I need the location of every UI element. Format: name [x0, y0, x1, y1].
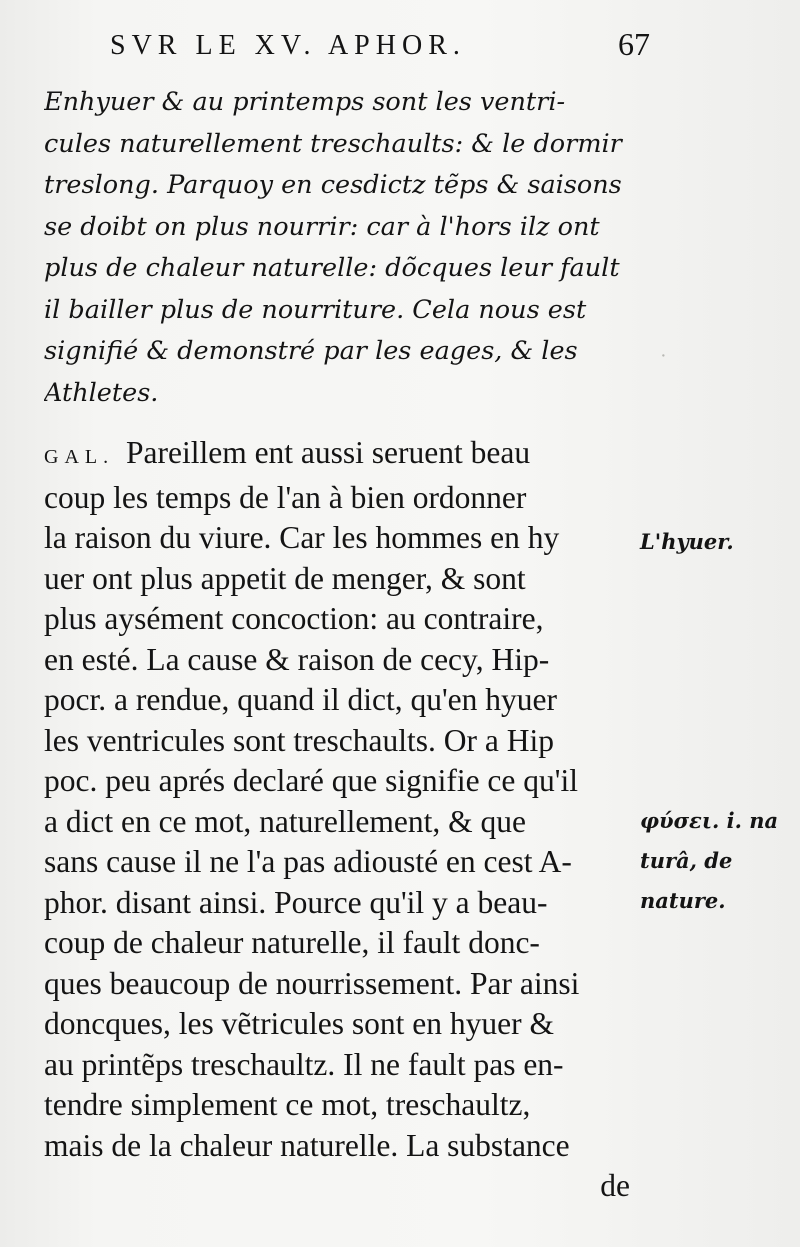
catchword: de	[600, 1168, 630, 1203]
commentary-line: coup les temps de l'an à bien ordonner	[44, 479, 527, 515]
aphorism-line: plus de chaleur naturelle: dõcques leur fault	[44, 253, 620, 283]
commentary-line: phor. disant ainsi. Pource qu'il y a beau-	[44, 884, 548, 920]
marginal-note-physei	[640, 801, 790, 921]
running-title: SVR LE XV. APHOR.	[110, 30, 466, 61]
commentary-line: poc. peu aprés declaré que signifie ce qu'il	[44, 763, 578, 798]
commentary-line: au printẽps treschaultz. Il ne fault pas en-	[44, 1046, 564, 1082]
commentary-text	[44, 433, 630, 1207]
commentary-line: a dict en ce mot, naturellement, & que	[44, 803, 526, 839]
aphorism-line: cules naturellement treschaults: & le dormir	[44, 128, 622, 159]
page-number: 67	[618, 26, 650, 62]
marginal-note-line: nature.	[640, 888, 726, 913]
aphorism-line: signifié & demonstré par les eages, & les	[44, 336, 578, 366]
commentary-line: ques beaucoup de nourrissement. Par ainsi	[44, 965, 580, 1001]
commentary-line: plus aysément concoction: au contraire,	[44, 601, 544, 636]
marginal-note-line: turâ, de	[640, 848, 733, 873]
commentary-line: en esté. La cause & raison de cecy, Hip-	[44, 641, 550, 677]
commentary-line: la raison du viure. Car les hommes en hy	[44, 520, 560, 555]
aphorism-line: il bailler plus de nourriture. Cela nous est	[44, 294, 587, 325]
commentary-line: GAL. Pareillem ent aussi seruent beau	[44, 435, 531, 470]
commentary-line: les ventricules sont treschaults. Or a Hip	[44, 722, 554, 758]
running-header	[110, 26, 650, 62]
commentary-line: uer ont plus appetit de menger, & sont	[44, 560, 526, 596]
marginal-note-hyuer: L'hyuer.	[640, 529, 734, 554]
commentary-line: mais de la chaleur naturelle. La substance	[44, 1127, 570, 1163]
marginal-note-line: φύσει. i. na	[640, 808, 779, 833]
aphorism-text	[44, 82, 644, 414]
aphorism-line: se doibt on plus nourrir: car à l'hors ilz ont	[44, 211, 600, 242]
commentary-line: doncques, les vẽtricules sont en hyuer &	[44, 1006, 554, 1041]
commentary-line: tendre simplement ce mot, treschaultz,	[44, 1087, 531, 1122]
aphorism-line: Athletes.	[44, 377, 159, 408]
commentary-line: coup de chaleur naturelle, il fault donc-	[44, 925, 540, 960]
aphorism-line: treslong. Parquoy en cesdictz tẽps & saisons	[44, 170, 622, 200]
commentary-line: pocr. a rendue, quand il dict, qu'en hyuer	[44, 682, 558, 717]
bleed-through-text: ·	[659, 344, 668, 368]
aphorism-line: Enhyuer & au printemps sont les ventri-	[44, 87, 566, 117]
speaker-label: GAL.	[44, 446, 115, 468]
commentary-line: sans cause il ne l'a pas adiousté en cest A-	[44, 844, 572, 879]
